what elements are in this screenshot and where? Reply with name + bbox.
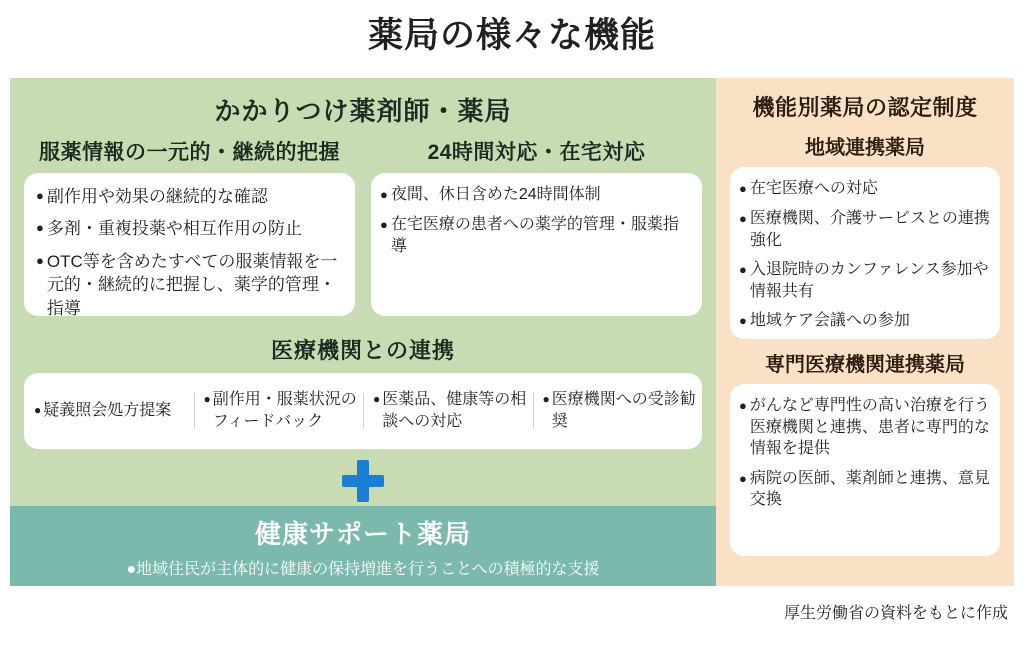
list-item-label: 在宅医療への対応 <box>749 180 878 197</box>
fukuyaku-heading: 服薬情報の一元的・継続的把握 <box>39 141 340 164</box>
list-item <box>739 310 990 332</box>
kakaritsuke-panel <box>10 78 716 586</box>
kenko-support-band <box>10 506 716 586</box>
list-item-label: 医療機関への受診勧奨 <box>551 391 696 430</box>
list-item <box>533 389 703 432</box>
list-item <box>363 389 533 432</box>
list-item <box>739 468 990 511</box>
list-item-label: 多剤・重複投薬や相互作用の防止 <box>46 219 302 239</box>
ninteiseido-panel <box>716 78 1014 586</box>
bullet-dot-icon: ● <box>203 392 211 407</box>
source-credit: 厚生労働省の資料をもとに作成 <box>783 605 1008 622</box>
kenko-support-sub: ●地域住民が主体的に健康の保持増進を行うことへの積極的な支援 <box>126 560 600 578</box>
bullet-dot-icon: ● <box>739 470 747 486</box>
renkei-heading: 医療機関との連携 <box>270 338 455 363</box>
kakaritsuke-columns <box>10 128 716 316</box>
bullet-dot-icon: ● <box>373 392 381 407</box>
list-item-label: 医薬品、健康等の相談への対応 <box>382 391 527 430</box>
list-item <box>36 185 341 208</box>
list-item-label: OTC等を含めたすべての服薬情報を一元的・継続的に把握し、薬学的管理・指導 <box>46 251 338 318</box>
list-item-label: 夜間、休日含めた24時間体制 <box>390 186 601 203</box>
list-item <box>36 217 341 240</box>
list-item <box>739 259 990 302</box>
list-item-label: がんなど専門性の高い治療を行う医療機関と連携、患者に専門的な情報を提供 <box>749 397 990 458</box>
list-item-label: 病院の医師、薬剤師と連携、意見交換 <box>749 469 990 509</box>
senmon-renkei-heading: 専門医療機関連携薬局 <box>765 354 965 376</box>
list-item-label: 医療機関、介護サービスとの連携強化 <box>749 210 990 249</box>
ninteiseido-heading: 機能別薬局の認定制度 <box>752 95 978 120</box>
list-item-label: 入退院時のカンファレンス参加や情報共有 <box>749 261 989 300</box>
list-item <box>380 214 692 257</box>
list-item-label: 副作用・服薬状況のフィードバック <box>212 391 357 430</box>
senmon-renkei-card <box>730 384 1000 556</box>
bullet-dot-icon: ● <box>739 313 747 329</box>
list-item <box>380 184 692 206</box>
bullet-dot-icon: ● <box>739 262 747 278</box>
diagram-container <box>10 78 1014 586</box>
page-title: 薬局の様々な機能 <box>367 16 656 55</box>
list-item <box>739 178 990 200</box>
list-item-label: 副作用や効果の継続的な確認 <box>46 187 268 206</box>
list-item-label: 疑義照会処方提案 <box>43 402 172 420</box>
plus-icon <box>342 460 384 502</box>
bullet-dot-icon: ● <box>34 403 42 418</box>
renkei-card <box>24 373 702 449</box>
list-item <box>24 400 194 422</box>
list-item <box>739 208 990 251</box>
bullet-dot-icon: ● <box>36 220 44 236</box>
jikan-heading: 24時間対応・在宅対応 <box>427 141 646 164</box>
jikan-column <box>371 136 702 316</box>
list-item <box>739 395 990 460</box>
fukuyaku-column <box>24 136 355 316</box>
bullet-dot-icon: ● <box>380 187 388 202</box>
chiiki-renkei-card <box>730 167 1000 339</box>
list-item <box>36 250 341 320</box>
list-item-label: 地域ケア会議への参加 <box>749 312 910 330</box>
bullet-dot-icon: ● <box>542 392 550 407</box>
list-item <box>194 389 364 432</box>
bullet-dot-icon: ● <box>739 181 747 196</box>
plus-icon-wrapper <box>10 460 716 506</box>
fukuyaku-card <box>24 173 355 316</box>
jikan-card <box>371 173 702 316</box>
kakaritsuke-heading: かかりつけ薬剤師・薬局 <box>214 96 512 126</box>
bullet-dot-icon: ● <box>36 252 44 268</box>
list-item-label: 在宅医療の患者への薬学的管理・服薬指導 <box>390 216 679 255</box>
chiiki-renkei-heading: 地域連携薬局 <box>805 137 925 159</box>
bullet-dot-icon: ● <box>36 188 44 203</box>
bullet-dot-icon: ● <box>739 211 747 227</box>
kenko-support-title: 健康サポート薬局 <box>254 518 471 549</box>
bullet-dot-icon: ● <box>739 398 747 413</box>
bullet-dot-icon: ● <box>380 217 388 233</box>
